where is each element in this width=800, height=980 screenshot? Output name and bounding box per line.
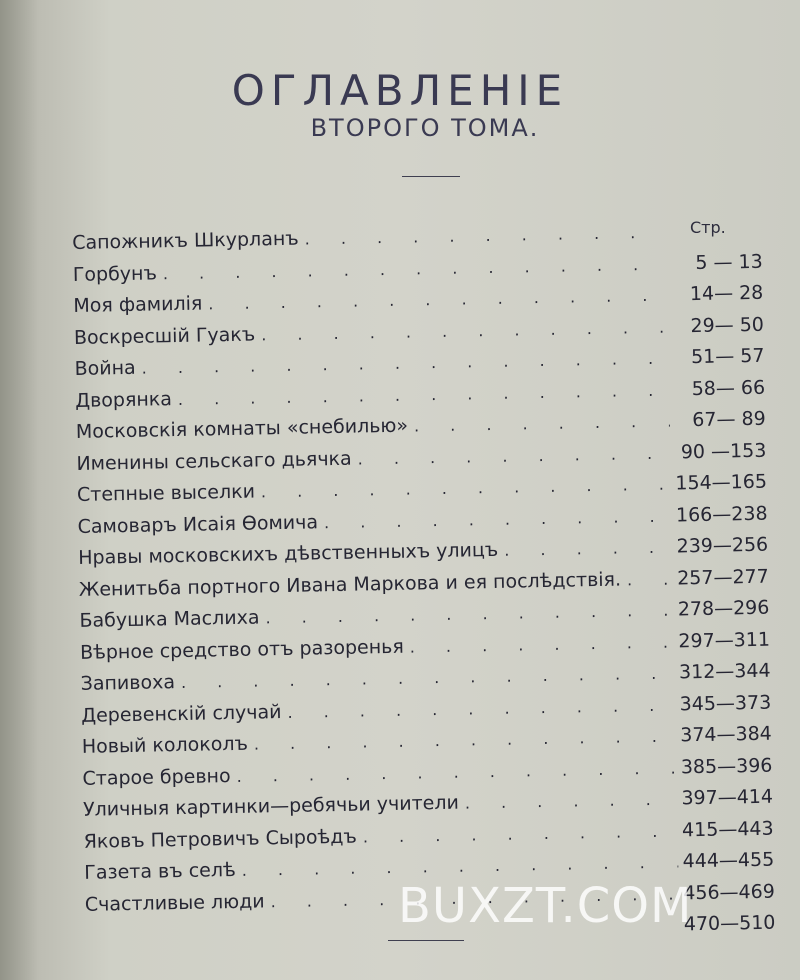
toc-entry-title: Старое бревно xyxy=(82,764,231,790)
toc-entry-title: Газета въ селѣ xyxy=(84,858,236,884)
toc-entry-pages: 51— 57 xyxy=(690,344,765,369)
page-gutter-shadow xyxy=(0,0,38,980)
toc-entry-pages: 312—344 xyxy=(678,659,771,684)
dot-leader xyxy=(414,412,670,436)
toc-entry-pages: 470—510 xyxy=(683,911,776,936)
toc-entry-title: Уличныя картинки—ребячьи учители xyxy=(82,791,460,821)
table-of-contents xyxy=(72,219,776,957)
dot-leader xyxy=(363,821,678,846)
dot-leader xyxy=(254,727,676,754)
toc-entry-title: Новый колоколъ xyxy=(81,732,249,758)
dot-leader xyxy=(465,789,678,812)
toc-entry-title: Яковъ Петровичъ Сыроѣдъ xyxy=(83,825,358,853)
toc-entry-pages: 14— 28 xyxy=(689,281,764,306)
page-title: ОГЛАВЛЕНIЕ xyxy=(231,66,569,116)
toc-entry-pages: 397—414 xyxy=(681,785,774,810)
dot-leader xyxy=(261,475,671,502)
toc-entry-pages: 385—396 xyxy=(680,754,773,778)
toc-entry-title: Самоваръ Исаiя Өомича xyxy=(77,510,319,538)
bottom-divider xyxy=(388,940,464,941)
toc-entry-pages: 278—296 xyxy=(677,596,770,621)
toc-entry-title: Женитьба портного Ивана Маркова и ея послѣдствiя. xyxy=(78,568,622,601)
toc-entry-title: Сапожникъ Шкурланъ xyxy=(72,227,299,254)
title-divider xyxy=(402,176,460,177)
toc-entry-title: Московскiя комнаты «снебилью» xyxy=(75,414,409,443)
page-subtitle: ВТОРОГО ТОМА. xyxy=(310,114,540,142)
toc-entry-pages: 374—384 xyxy=(680,722,772,747)
dot-leader xyxy=(265,601,673,628)
toc-entry-pages: 444—455 xyxy=(682,848,775,873)
toc-entry-title: Счастливые люди xyxy=(84,889,265,916)
toc-entry-title: Вѣрное средство отъ разоренья xyxy=(79,635,404,664)
toc-entry-title: Именины сельскаго дьячка xyxy=(76,447,352,475)
watermark: BUXZT.COM xyxy=(398,878,693,934)
toc-entry-title: Воскресшiй Гуакъ xyxy=(73,323,256,349)
toc-entry-title: Степные выселки xyxy=(76,480,256,506)
dot-leader xyxy=(358,443,671,468)
toc-entry-pages: 58— 66 xyxy=(691,376,766,400)
toc-entry-title: Бабушка Маслиха xyxy=(79,606,260,632)
toc-entry-pages: 29— 50 xyxy=(690,313,765,337)
toc-entry-pages: 154—165 xyxy=(675,470,768,495)
dot-leader xyxy=(261,317,668,344)
dot-leader xyxy=(324,506,672,532)
toc-entry-pages: 456—469 xyxy=(683,880,775,904)
dot-leader xyxy=(410,632,675,656)
toc-entry-pages xyxy=(666,236,762,238)
dot-leader xyxy=(287,695,675,721)
toc-entry-title: Запивоха xyxy=(80,671,176,695)
toc-entry-title: Война xyxy=(74,356,136,380)
toc-entry-pages: 345—373 xyxy=(679,691,772,715)
toc-entry-pages: 257—277 xyxy=(677,565,769,589)
dot-leader xyxy=(627,569,673,589)
toc-entry-pages: 166—238 xyxy=(675,502,768,526)
toc-entry-pages: 5 — 13 xyxy=(695,250,763,274)
dot-leader xyxy=(504,538,672,560)
toc-entry-pages: 297—311 xyxy=(678,628,771,652)
toc-entry-title: Нравы московскихъ дѣвственныхъ улицъ xyxy=(78,538,499,569)
dot-leader xyxy=(305,223,667,249)
toc-entry-pages: 90 —153 xyxy=(680,439,767,463)
toc-entry-pages: 415—443 xyxy=(681,817,774,841)
page-column-label: Стр. xyxy=(690,218,726,237)
toc-entry-title: Деревенскiй случай xyxy=(81,700,282,727)
toc-entry-title: Моя фамилiя xyxy=(73,292,203,317)
toc-entry-pages: 239—256 xyxy=(676,533,769,558)
toc-entry-title: Дворянка xyxy=(75,387,173,412)
toc-entry-title: Горбунъ xyxy=(72,261,158,286)
toc-entry-pages: 67— 89 xyxy=(692,407,766,432)
